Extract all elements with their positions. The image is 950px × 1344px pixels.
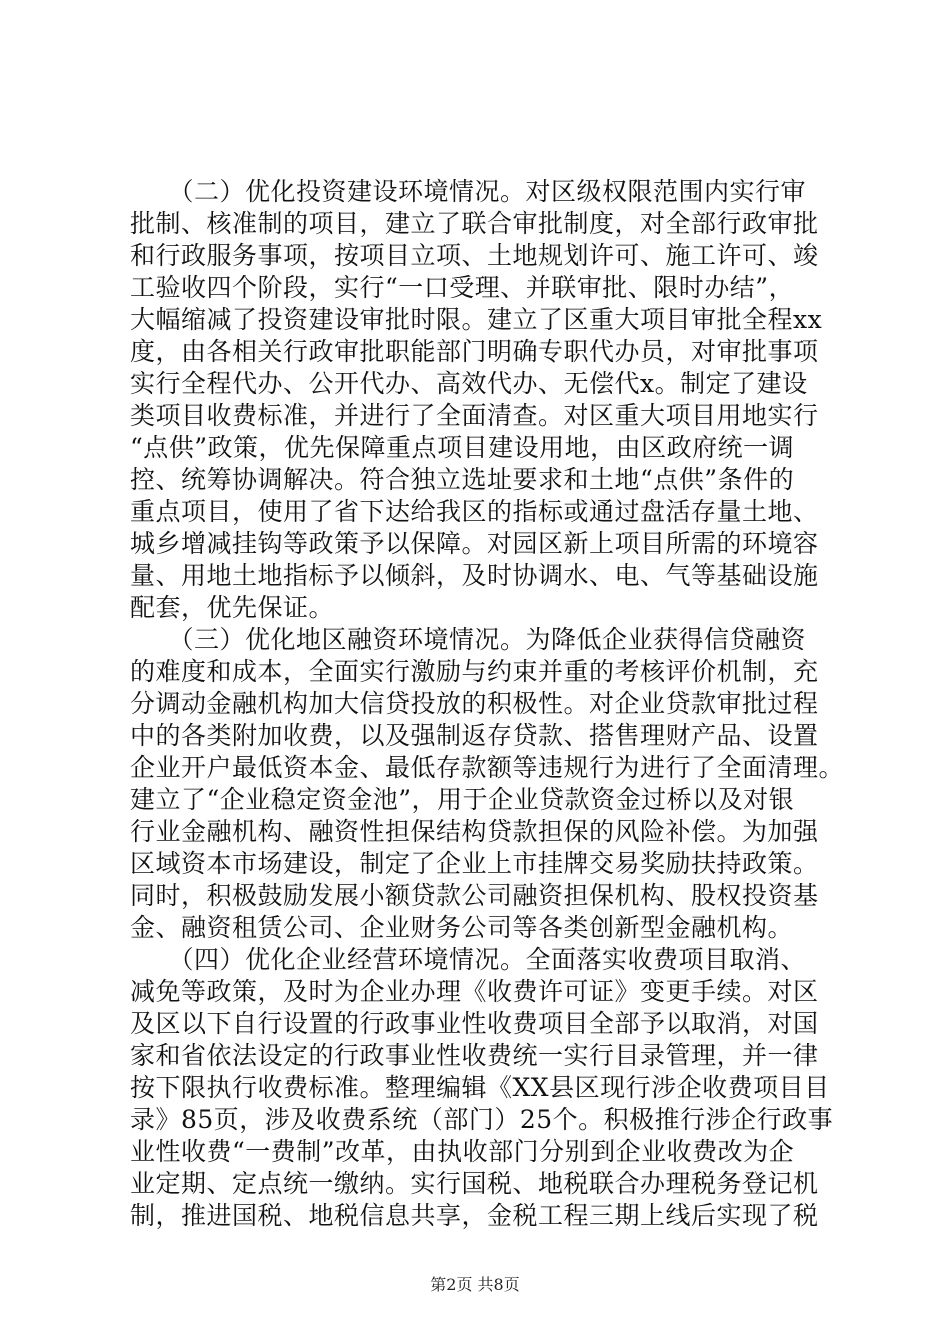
text-line: 工验收四个阶段，实行“一口受理、并联审批、限时办结”， — [130, 273, 795, 302]
text-line: 重点项目，使用了省下达给我区的指标或通过盘活存量土地、 — [130, 497, 819, 526]
text-line: 行业金融机构、融资性担保结构贷款担保的风险补偿。为加强 — [130, 817, 819, 846]
page-number-footer: 第2页 共8页 — [430, 1275, 520, 1294]
text-line: 家和省依法设定的行政事业性收费统一实行目录管理，并一律 — [130, 1041, 819, 1070]
text-line: 减免等政策，及时为企业办理《收费许可证》变更手续。对区 — [130, 977, 819, 1006]
text-line: 和行政服务事项，按项目立项、土地规划许可、施工许可、竣 — [130, 241, 819, 270]
text-line: 大幅缩减了投资建设审批时限。建立了区重大项目审批全程xx — [130, 305, 823, 334]
text-line: 制，推进国税、地税信息共享，金税工程三期上线后实现了税 — [130, 1201, 819, 1230]
text-line: 金、融资租赁公司、企业财务公司等各类创新型金融机构。 — [130, 913, 794, 942]
text-line: （三）优化地区融资环境情况。为降低企业获得信贷融资 — [130, 625, 807, 654]
text-line: 度，由各相关行政审批职能部门明确专职代办员，对审批事项 — [130, 337, 819, 366]
text-line: 中的各类附加收费，以及强制返存贷款、搭售理财产品、设置 — [130, 721, 819, 750]
text-line: 配套，优先保证。 — [130, 593, 335, 622]
text-line: 业性收费“一费制”改革，由执收部门分别到企业收费改为企 — [130, 1137, 795, 1166]
text-line: 控、统筹协调解决。符合独立选址要求和土地“点供”条件的 — [130, 465, 795, 494]
text-line: （二）优化投资建设环境情况。对区级权限范围内实行审 — [130, 177, 807, 206]
text-line: 批制、核准制的项目，建立了联合审批制度，对全部行政审批 — [130, 209, 819, 238]
text-line: 类项目收费标准，并进行了全面清查。对区重大项目用地实行 — [130, 401, 819, 430]
text-line: 同时，积极鼓励发展小额贷款公司融资担保机构、股权投资基 — [130, 881, 819, 910]
text-line: 区域资本市场建设，制定了企业上市挂牌交易奖励扶持政策。 — [130, 849, 819, 878]
text-line: 企业开户最低资本金、最低存款额等违规行为进行了全面清理。 — [130, 753, 845, 782]
document-body — [130, 176, 845, 1232]
text-line: 建立了“企业稳定资金池”，用于企业贷款资金过桥以及对银 — [130, 785, 795, 814]
text-line: 实行全程代办、公开代办、高效代办、无偿代x。制定了建设 — [130, 369, 808, 398]
text-line: 的难度和成本，全面实行激励与约束并重的考核评价机制，充 — [130, 657, 819, 686]
text-line: 录》85页，涉及收费系统（部门）25个。积极推行涉企行政事 — [130, 1105, 834, 1134]
text-line: 量、用地土地指标予以倾斜，及时协调水、电、气等基础设施 — [130, 561, 819, 590]
text-line: 分调动金融机构加大信贷投放的积极性。对企业贷款审批过程 — [130, 689, 819, 718]
text-line: （四）优化企业经营环境情况。全面落实收费项目取消、 — [130, 945, 807, 974]
text-line: 城乡增减挂钩等政策予以保障。对园区新上项目所需的环境容 — [130, 529, 819, 558]
text-line: “点供”政策，优先保障重点项目建设用地，由区政府统一调 — [130, 433, 795, 462]
text-line: 业定期、定点统一缴纳。实行国税、地税联合办理税务登记机 — [130, 1169, 819, 1198]
text-line: 按下限执行收费标准。整理编辑《XX县区现行涉企收费项目目 — [130, 1073, 830, 1102]
text-line: 及区以下自行设置的行政事业性收费项目全部予以取消，对国 — [130, 1009, 819, 1038]
